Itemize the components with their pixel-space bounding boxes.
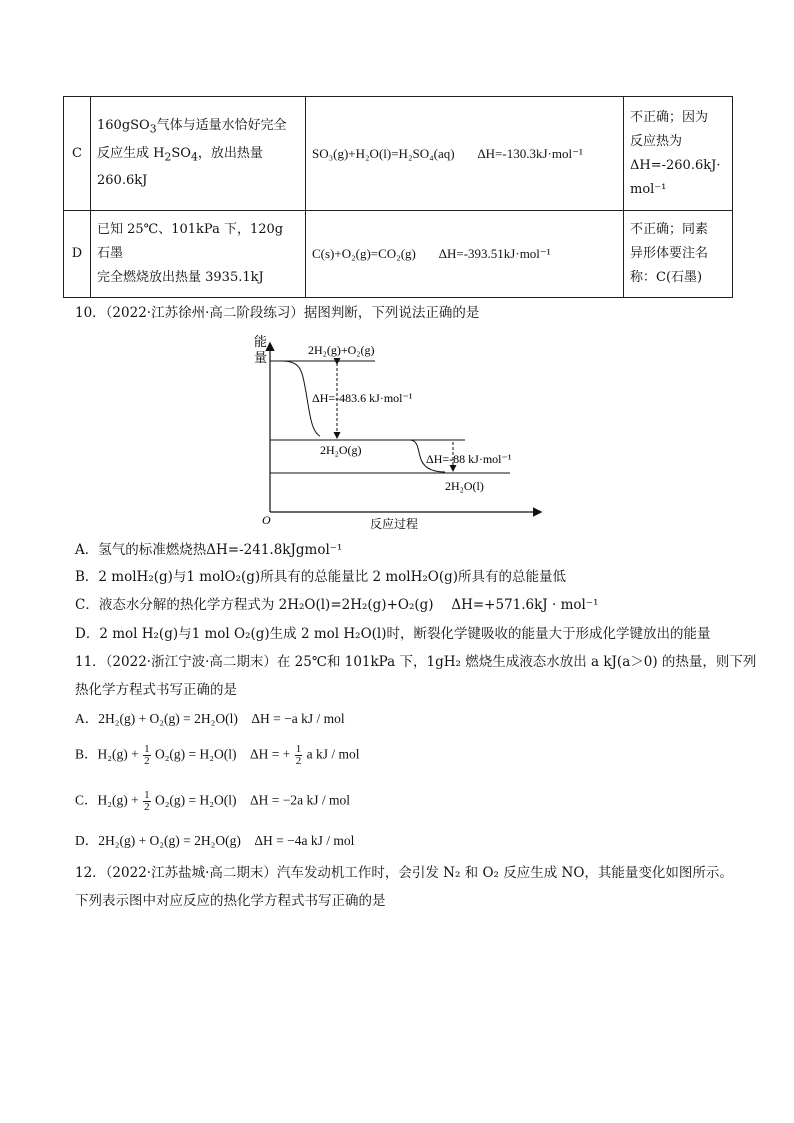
row-judgement: 不正确；因为 反应热为 ΔH=-260.6kJ· mol⁻¹ [624, 97, 733, 211]
fraction: $\frac{1}{2}$ [144, 789, 150, 813]
q12-stem-line1: 12．（2022·江苏盐城·高二期末）汽车发动机工作时，会引发 N₂ 和 O₂ 反应生成 NO，其能量变化如图所示。 [75, 865, 733, 881]
table-row [64, 97, 733, 211]
q11-stem-line1: 11．（2022·浙江宁波·高二期末）在 25℃和 101kPa 下，1gH₂ 燃烧生成液态水放出 a kJ(a＞0) 的热量，则下列 [75, 654, 757, 670]
energy-diagram [240, 332, 560, 532]
q11-option-d[interactable]: D．2H₂(g) + O₂(g) = 2H₂O(g) ΔH = −4a kJ / mol [75, 833, 355, 848]
low-level-label: 2H₂O(l) [445, 479, 484, 493]
x-axis-label: 反应过程 [370, 517, 419, 531]
mid-level-label: 2H₂O(g) [320, 443, 362, 457]
q11-stem-line2: 热化学方程式书写正确的是 [75, 682, 237, 698]
row-letter: C [64, 97, 91, 211]
dh1-label: ΔH=-483.6 kJ·mol⁻¹ [312, 391, 413, 405]
row-description: 已知 25℃、101kPa 下，120g 石墨 完全燃烧放出热量 3935.1kJ [91, 211, 306, 298]
row-description: 160gSO$_3$气体与适量水恰好完全 反应生成 $H_2SO_4$，放出热量 260.6kJ [91, 97, 306, 211]
table-row [64, 211, 733, 298]
fraction: $\frac{1}{2}$ [295, 743, 302, 767]
q10-option-c[interactable]: C．液态水分解的热化学方程式为 2H₂O(l)=2H₂(g)+O₂(g) ΔH=+571.6kJ · mol⁻¹ [75, 597, 599, 613]
q10-stem: 10．（2022·江苏徐州·高二阶段练习）据图判断，下列说法正确的是 [75, 305, 480, 321]
q10-option-b[interactable]: B．2 molH₂(g)与1 molO₂(g)所具有的总能量比 2 molH₂O(g)所具有的总能量低 [75, 569, 567, 585]
q11-option-c[interactable]: C．H₂(g) + $\frac{1}{2}$ O₂(g) = H₂O(l) ΔH = −2a kJ / mol [75, 789, 350, 813]
top-level-label: 2H₂(g)+O₂(g) [308, 343, 375, 357]
dh2-label: ΔH=-88 kJ·mol⁻¹ [426, 452, 512, 466]
fraction: $\frac{1}{2}$ [144, 743, 150, 767]
y-axis-label-2: 量 [254, 350, 268, 365]
q10-option-d[interactable]: D．2 mol H₂(g)与1 mol O₂(g)生成 2 mol H₂O(l)时，断裂化学键吸收的能量大于形成化学键放出的能量 [75, 626, 711, 642]
answer-table [63, 96, 733, 298]
q11-option-a[interactable]: A．2H₂(g) + O₂(g) = 2H₂O(l) ΔH = −a kJ / mol [75, 711, 345, 726]
q11-option-b[interactable]: B．H₂(g) + $\frac{1}{2}$ O₂(g) = H₂O(l) ΔH = + $\frac{1}{2}$ a kJ / mol [75, 743, 360, 767]
y-axis-label-1: 能 [254, 334, 268, 349]
row-equation: C(s)+O₂(g)=CO₂(g) ΔH=-393.51kJ·mol⁻¹ [306, 211, 624, 298]
row-letter: D [64, 211, 91, 298]
origin-label: O [262, 513, 271, 527]
row-equation: SO₃(g)+H₂O(l)=H₂SO₄(aq) ΔH=-130.3kJ·mol⁻¹ [306, 97, 624, 211]
q10-option-a[interactable]: A．氢气的标准燃烧热ΔH=-241.8kJgmol⁻¹ [75, 542, 343, 558]
q12-stem-line2: 下列表示图中对应反应的热化学方程式书写正确的是 [75, 893, 386, 909]
row-judgement: 不正确；同素 异形体要注名 称：C(石墨) [624, 211, 733, 298]
